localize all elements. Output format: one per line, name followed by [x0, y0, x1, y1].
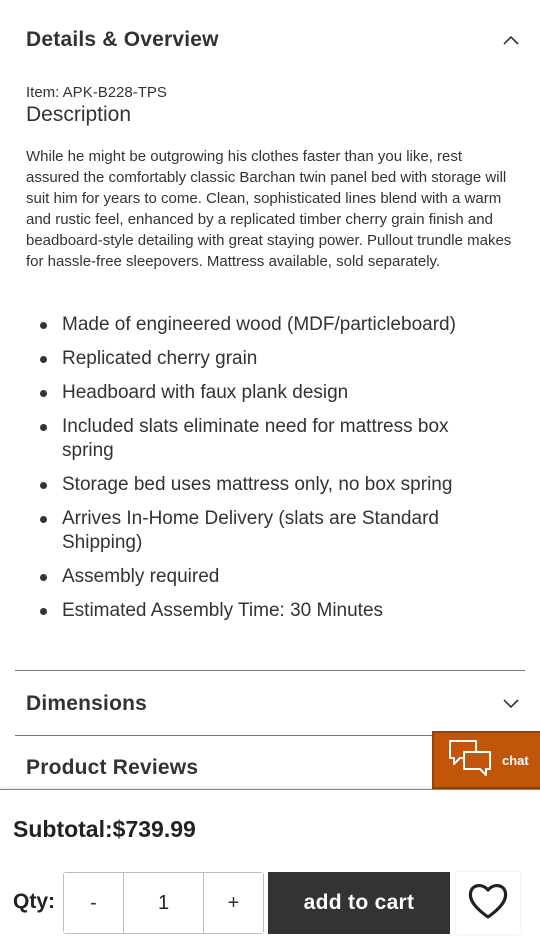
feature-text: Estimated Assembly Time: 30 Minutes	[62, 600, 384, 621]
bullet-icon	[40, 482, 47, 489]
chat-label: chat	[502, 752, 529, 768]
feature-text: Included slats eliminate need for mattress box spring	[62, 416, 449, 461]
feature-item	[26, 507, 496, 555]
subtotal: Subtotal:$739.99	[13, 816, 196, 842]
dimensions-header[interactable]	[26, 688, 522, 720]
chevron-up-icon[interactable]	[500, 29, 522, 51]
cart-bar	[0, 789, 540, 949]
bullet-icon	[40, 390, 47, 397]
description-text: While he might be outgrowing his clothes faster than you like, rest assured the comfortably classic Barchan twin panel bed with storage will suit him for years to come. Clean, sophisticated lines blend with a warm and rustic feel, enhanced by a replicated timber cherry grain finish and beadboard-style detailing with great staying power. Pullout trundle makes for hassle-free sleepovers. Mattress available, sold separately.	[26, 148, 512, 270]
feature-text: Assembly required	[62, 566, 220, 587]
chevron-down-icon[interactable]	[500, 693, 522, 715]
decrement-button[interactable]: -	[64, 873, 123, 933]
item-code: Item: APK-B228-TPS	[26, 84, 167, 101]
quantity-stepper	[63, 872, 264, 934]
feature-text: Headboard with faux plank design	[62, 382, 349, 403]
add-to-cart-button[interactable]: add to cart	[268, 872, 450, 934]
section-divider	[15, 670, 525, 671]
product-reviews-title: Product Reviews	[26, 756, 199, 779]
bullet-icon	[40, 574, 47, 581]
description-heading: Description	[26, 103, 132, 126]
bullet-icon	[40, 608, 47, 615]
feature-item	[26, 565, 496, 589]
feature-text: Arrives In-Home Delivery (slats are Standard Shipping)	[62, 508, 439, 553]
chat-button[interactable]	[432, 731, 540, 789]
increment-button[interactable]: +	[204, 873, 263, 933]
bullet-icon	[40, 356, 47, 363]
chat-bubbles-icon	[448, 738, 492, 783]
feature-text: Made of engineered wood (MDF/particleboard)	[62, 314, 456, 335]
quantity-label: Qty:	[13, 890, 55, 913]
bullet-icon	[40, 516, 47, 523]
feature-text: Replicated cherry grain	[62, 348, 258, 369]
feature-text: Storage bed uses mattress only, no box spring	[62, 474, 453, 495]
details-overview-header[interactable]	[26, 24, 522, 56]
bullet-icon	[40, 322, 47, 329]
feature-item	[26, 313, 496, 337]
feature-list	[26, 313, 496, 633]
feature-item	[26, 347, 496, 371]
details-overview-title: Details & Overview	[26, 28, 219, 51]
quantity-input[interactable]: 1	[123, 873, 204, 933]
dimensions-title: Dimensions	[26, 692, 148, 715]
feature-item	[26, 599, 496, 623]
heart-icon	[467, 882, 509, 925]
wishlist-button[interactable]	[456, 872, 520, 934]
feature-item	[26, 473, 496, 497]
feature-item	[26, 415, 496, 463]
feature-item	[26, 381, 496, 405]
bullet-icon	[40, 424, 47, 431]
